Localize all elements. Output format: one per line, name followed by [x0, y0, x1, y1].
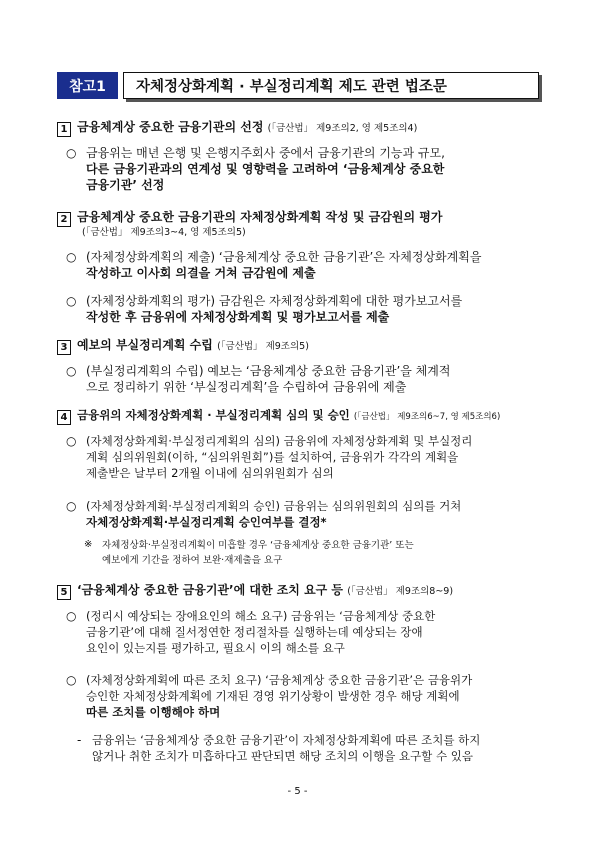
section-number: 5 — [57, 585, 71, 600]
section-title: 금융체계상 중요한 금융기관의 자체정상화계획 작성 및 금감원의 평가 — [77, 210, 443, 224]
law-reference: (「금산법」 제9조의2, 영 제5조의4) — [267, 123, 418, 134]
section-3-heading — [57, 337, 309, 355]
paragraph-recovery-action: (자체정상화계획에 따른 조치 요구) ‘금융체계상 중요한 금융기관’은 금융위가 승인한 자체정상화계획에 기재된 경영 위기상황이 발생한 경우 해당 계획에 따른 조치를 이행해야 하며 — [86, 673, 473, 719]
section-title: 금융위의 자체정상화계획 · 부실정리계획 심의 및 승인 — [77, 408, 350, 422]
dash-icon: - — [77, 733, 82, 747]
law-reference: (「금산법」 제9조의8~9) — [347, 586, 454, 597]
bullet-icon: ○ — [66, 609, 77, 623]
bullet-icon: ○ — [66, 673, 77, 687]
law-reference: (「금산법」 제9조의3~4, 영 제5조의5) — [82, 227, 246, 238]
paragraph-submission: (자체정상화계획의 제출) ‘금융체계상 중요한 금융기관’은 자체정상화계획을 작성하고 이사회 의결을 거쳐 금감원에 제출 — [86, 250, 482, 280]
reference-mark-icon: ※ — [84, 539, 93, 550]
section-number: 3 — [57, 340, 71, 355]
section-title: 예보의 부실정리계획 수립 — [77, 338, 213, 352]
paragraph-selection: 금융위는 매년 은행 및 은행지주회사 중에서 금융기관의 기능과 규모, 다른 금융기관과의 연계성 및 영향력을 고려하여 ‘금융체계상 중요한 금융기관’ 선정 — [86, 146, 445, 192]
bullet-icon: ○ — [66, 294, 77, 308]
section-1-heading — [57, 119, 417, 137]
page-number: - 5 - — [287, 786, 308, 797]
bullet-icon: ○ — [66, 146, 77, 160]
bullet-icon: ○ — [66, 364, 77, 378]
bullet-icon: ○ — [66, 499, 77, 513]
paragraph-evaluation: (자체정상화계획의 평가) 금감원은 자체정상화계획에 대한 평가보고서를 작성한 후 금융위에 자체정상화계획 및 평가보고서를 제출 — [86, 294, 463, 324]
section-title: ‘금융체계상 중요한 금융기관’에 대한 조치 요구 등 — [77, 583, 344, 597]
law-reference: (「금산법」 제9조의5) — [217, 341, 309, 352]
reference-title: 자체정상화계획 · 부실정리계획 제도 관련 법조문 — [123, 72, 539, 99]
section-5-heading — [57, 582, 453, 600]
footnote: 자체정상화·부실정리계획이 미흡할 경우 ‘금융체계상 중요한 금융기관’ 또는 예보에게 기간을 정하여 보완·재제출을 요구 — [102, 540, 414, 566]
bullet-icon: ○ — [66, 250, 77, 264]
law-reference: (「금산법」 제9조의6~7, 영 제5조의6) — [353, 412, 501, 422]
section-title: 금융체계상 중요한 금융기관의 선정 — [77, 120, 264, 134]
paragraph-enforcement: 금융위는 ‘금융체계상 중요한 금융기관’이 자체정상화계획에 따른 조치를 하지 않거나 취한 조치가 미흡하다고 판단되면 해당 조치의 이행을 요구할 수 있음 — [92, 733, 481, 763]
section-number: 2 — [57, 212, 71, 227]
paragraph-approval: (자체정상화계획·부실정리계획의 승인) 금융위는 심의위원회의 심의를 거쳐 자체정상화계획·부실정리계획 승인여부를 결정* — [86, 499, 462, 529]
bullet-icon: ○ — [66, 434, 77, 448]
paragraph-resolution-plan: (부실정리계획의 수립) 예보는 ‘금융체계상 중요한 금융기관’을 체계적 으로 정리하기 위한 ‘부실정리계획’을 수립하여 금융위에 제출 — [86, 364, 451, 394]
reference-tag: 참고1 — [57, 72, 118, 99]
section-number: 1 — [57, 122, 71, 137]
paragraph-review: (자체정상화계획·부실정리계획의 심의) 금융위에 자체정상화계획 및 부실정리 계획 심의위원회(이하, “심의위원회”)를 설치하여, 금융위가 각각의 계획을 제출받은 날부터 2개월 이내에 심의위원회가 심의 — [86, 434, 473, 480]
reference-header — [57, 72, 539, 99]
section-number: 4 — [57, 410, 71, 425]
paragraph-obstacle-removal: (정리시 예상되는 장애요인의 해소 요구) 금융위는 ‘금융체계상 중요한 금융기관’에 대해 질서정연한 정리절차를 실행하는데 예상되는 장애 요인이 있는지를 평가하고, 필요시 이의 해소를 요구 — [86, 609, 436, 655]
section-4-heading — [57, 407, 500, 425]
